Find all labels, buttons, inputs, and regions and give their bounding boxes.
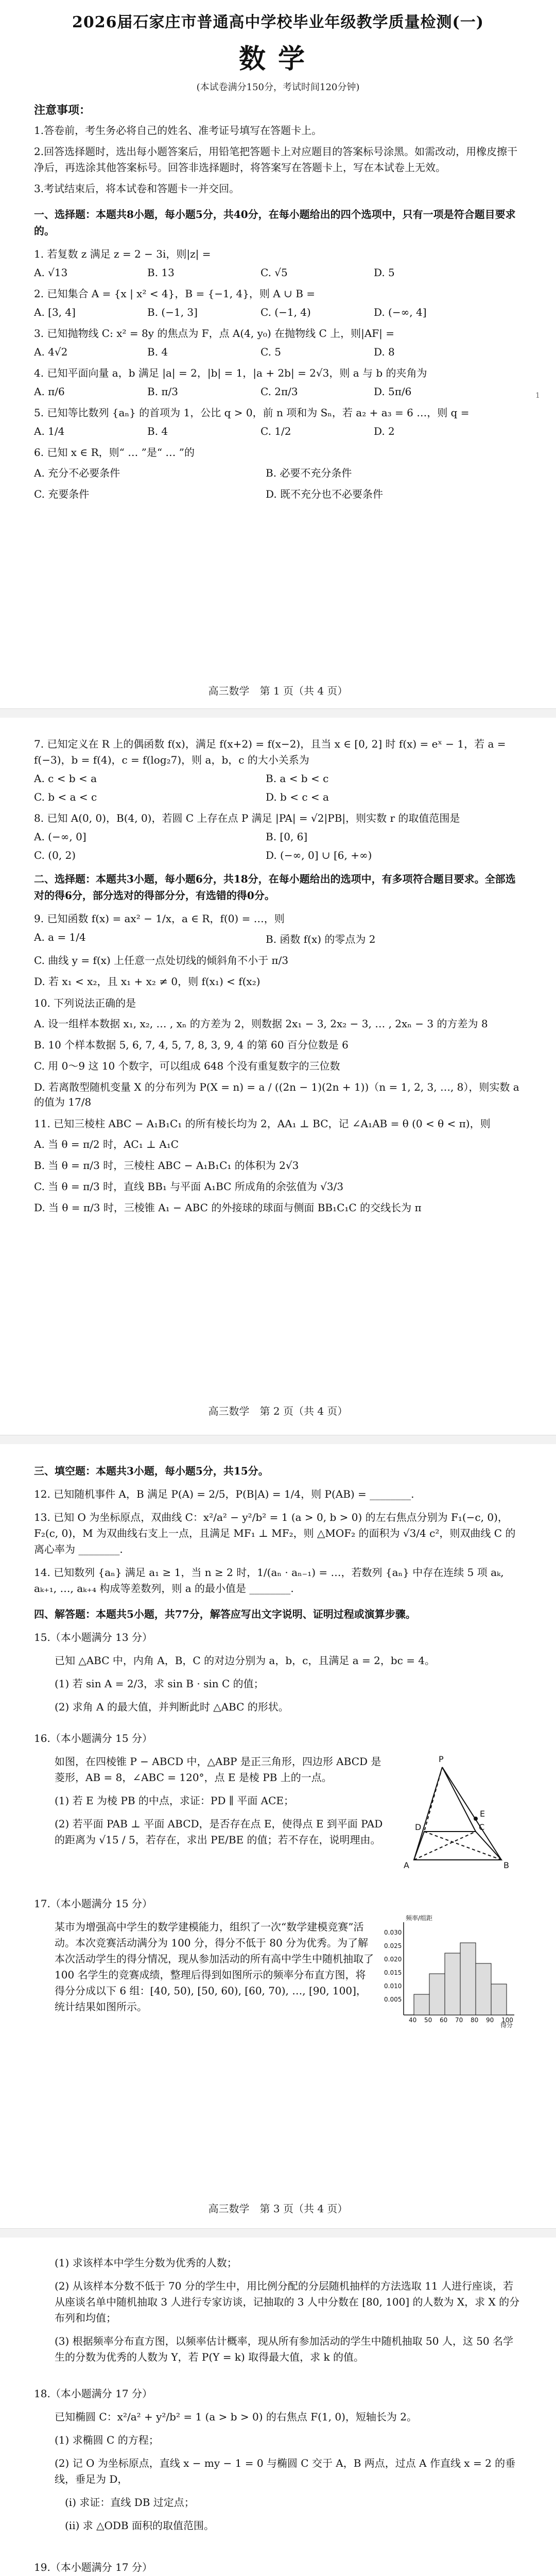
question-1-options: [34, 266, 522, 279]
question-7-option-d: D. b < c < a: [266, 791, 329, 803]
page-4: [0, 2238, 556, 2576]
notice-item-3: 3.考试结束后，将本试卷和答题卡一并交回。: [34, 182, 240, 195]
question-10-option-d: D. 若离散型随机变量 X 的分布列为 P(X = n) = a / ((2n − 1)(2n + 1))（n = 1, 2, 3, …, 8），则实数 a 的值为 17/8: [34, 1081, 519, 1108]
question-10-option-c: C. 用 0～9 这 10 个数字，可以组成 648 个没有重复数字的三位数: [34, 1060, 340, 1072]
side-mark-1: 1: [535, 392, 540, 400]
page-3: [0, 1444, 556, 2229]
page-3-footer: 高三数学 第 3 页（共 4 页）: [208, 2202, 348, 2215]
question-8-option-b: B. [0, 6]: [266, 831, 308, 843]
question-3: 3. 已知抛物线 C: x² = 8y 的焦点为 F，点 A(4, y₀) 在抛物线 C 上，则|AF| =: [34, 327, 395, 340]
question-16-text: [34, 1747, 384, 1848]
question-9: 9. 已知函数 f(x) = ax² − 1/x，a ∈ R，f(0) = …，则: [34, 912, 285, 925]
notice-title: 注意事项：: [34, 104, 91, 117]
question-2: 2. 已知集合 A = {x | x² < 4}，B = {−1, 4}，则 A ∪ B =: [34, 287, 316, 300]
question-17-part-3: (3) 根据频率分布直方图，以频率估计概率，现从所有参加活动的学生中随机抽取 50 人，这 50 名学生的分数为优秀的人数为 Y，若 P(Y = k) 取得最大值，求 k 的值。: [55, 2335, 514, 2363]
question-13: 13. 已知 O 为坐标原点，双曲线 C：x²/a² − y²/b² = 1 (a > 0, b > 0) 的左右焦点分别为 F₁(−c, 0)，F₂(c, 0)，M 为双曲线右支上一点，且满足 MF₁ ⊥ MF₂，则 △MOF₂ 的面积为 √3/4 c²，则双曲线 C 的离心率为 ________.: [34, 1511, 516, 1555]
document-title: 2026届石家庄市普通高中学校毕业年级教学质量检测(一): [72, 13, 484, 31]
question-5-option-b: B. 4: [147, 425, 168, 437]
histogram-bar-50-60: [429, 1974, 445, 2015]
pyramid-label-e: E: [480, 1809, 485, 1819]
histogram-y-tick-0.015: 0.015: [384, 1969, 402, 1976]
pyramid-figure: [393, 1747, 522, 1880]
question-5-option-c: C. 1/2: [260, 425, 291, 437]
question-10-option-b: B. 10 个样本数据 5, 6, 7, 4, 5, 7, 8, 3, 9, 4 的第 60 百分位数是 6: [34, 1039, 349, 1051]
question-8-option-c: C. (0, 2): [34, 849, 76, 861]
question-12: 12. 已知随机事件 A，B 满足 P(A) = 2/5，P(B|A) = 1/4，则 P(AB) = ________.: [34, 1488, 414, 1500]
question-8: 8. 已知 A(0, 0)，B(4, 0)，若圆 C 上存在点 P 满足 |PA| = √2|PB|，则实数 r 的取值范围是: [34, 812, 460, 824]
histogram-y-tick-0.030: 0.030: [384, 1929, 402, 1936]
histogram-bar-80-90: [476, 1963, 491, 2015]
question-9-option-c: C. 曲线 y = f(x) 上任意一点处切线的倾斜角不小于 π/3: [34, 954, 289, 967]
question-7: 7. 已知定义在 R 上的偶函数 f(x)，满足 f(x+2) = f(x−2)，且当 x ∈ [0, 2] 时 f(x) = eˣ − 1，若 a = f(−3)，b = f(4)，c = f(log₂7)，则 a，b，c 的大小关系为: [34, 738, 506, 766]
question-7-option-b: B. a < b < c: [266, 772, 329, 785]
pyramid-label-c: C: [479, 1822, 485, 1832]
question-17-part-1: (1) 求该样本中学生分数为优秀的人数；: [55, 2257, 237, 2269]
question-18-header: 18.（本小题满分 17 分）: [34, 2387, 152, 2400]
question-7-option-a: A. c < b < a: [34, 772, 97, 785]
histogram-figure: [383, 1912, 522, 2036]
page-3-content: [34, 1453, 522, 2036]
exam-meta: (本试卷满分150分，考试时间120分钟): [196, 82, 360, 93]
question-11-option-c: C. 当 θ = π/3 时，直线 BB₁ 与平面 A₁BC 所成角的余弦值为 √3/3: [34, 1180, 344, 1193]
question-18-body: 已知椭圆 C：x²/a² + y²/b² = 1 (a > b > 0) 的右焦点 F(1, 0)，短轴长为 2。: [55, 2411, 417, 2423]
page-4-content: [34, 2248, 522, 2576]
question-4-option-b: B. π/3: [147, 385, 179, 398]
histogram-y-tick-0.010: 0.010: [384, 1982, 402, 1990]
question-1: 1. 若复数 z 满足 z = 2 − 3i，则|z| =: [34, 248, 211, 260]
question-16-header: 16.（本小题满分 15 分）: [34, 1732, 152, 1744]
question-10: 10. 下列说法正确的是: [34, 997, 136, 1009]
question-11-option-a: A. 当 θ = π/2 时，AC₁ ⊥ A₁C: [34, 1138, 179, 1150]
question-17-body: 某市为增强高中学生的数学建模能力，组织了一次“数学建模竞赛”活动。本次竞赛活动满分为 100 分，得分不低于 80 分为优秀。为了解本次活动学生的得分情况，现从参加活动的所有高中学生中随机抽取了 100 名学生的竞赛成绩，整理后得到如图所示的频率分布直方图，将得分分成以下 6 组：[40, 50), [50, 60), [60, 70), …, [90, 100]，统计结果如图所示。: [55, 1921, 374, 2013]
pyramid-label-a: A: [404, 1860, 409, 1870]
histogram-x-label: 得分: [500, 2022, 513, 2029]
page-1-footer: 高三数学 第 1 页（共 4 页）: [208, 685, 348, 697]
question-11: 11. 已知三棱柱 ABC − A₁B₁C₁ 的所有棱长均为 2，AA₁ ⊥ BC，记 ∠A₁AB = θ (0 < θ < π)，则: [34, 1117, 491, 1130]
histogram-x-tick-70: 70: [455, 2016, 463, 2024]
question-5: 5. 已知等比数列 {aₙ} 的首项为 1，公比 q > 0，前 n 项和为 Sₙ，若 a₂ + a₃ = 6 …，则 q =: [34, 406, 470, 419]
pyramid-diagonal-db: [424, 1832, 501, 1860]
pyramid-edge-pa: [414, 1767, 442, 1860]
question-14: 14. 已知数列 {aₙ} 满足 a₁ ≥ 1，当 n ≥ 2 时，1/(aₙ · aₙ₋₁) = …，若数列 {aₙ} 中存在连续 5 项 aₖ, aₖ₊₁, …, aₖ₊₄ 构成等差数列，则 a 的最小值是 ________.: [34, 1566, 504, 1595]
histogram-x-tick-100: 100: [501, 2016, 513, 2024]
question-2-option-c: C. (−1, 4): [260, 306, 311, 318]
histogram-svg: [383, 1912, 522, 2036]
question-15-part-1: (1) 若 sin A = 2/3，求 sin B · sin C 的值；: [55, 1677, 264, 1690]
pyramid-label-b: B: [503, 1860, 509, 1870]
question-2-option-b: B. (−1, 3]: [147, 306, 198, 318]
question-1-option-a: A. √13: [34, 266, 68, 279]
histogram-x-tick-90: 90: [486, 2016, 494, 2024]
question-16-row: [34, 1747, 522, 1880]
question-5-options: [34, 425, 522, 437]
page-1-content: [34, 0, 522, 501]
histogram-bar-70-80: [460, 1943, 476, 2015]
page-divider-2: [0, 1435, 556, 1445]
notice-item-2: 2.回答选择题时，选出每小题答案后，用铅笔把答题卡上对应题目的答案标号涂黑。如需改动，用橡皮擦干净后，再选涂其他答案标号。回答非选择题时，将答案写在答题卡上，写在本试卷上无效。: [34, 145, 518, 174]
question-1-option-b: B. 13: [147, 266, 175, 279]
question-6-option-b: B. 必要不充分条件: [266, 467, 352, 479]
question-11-options: [34, 1136, 522, 1214]
question-1-option-d: D. 5: [374, 266, 395, 279]
question-18-part-2: (2) 记 O 为坐标原点，直线 x − my − 1 = 0 与椭圆 C 交于 A，B 两点，过点 A 作直线 x = 2 的垂线，垂足为 D，: [55, 2457, 516, 2485]
question-2-option-a: A. [3, 4]: [34, 306, 76, 318]
question-7-option-c: C. b < a < c: [34, 791, 97, 803]
question-4: 4. 已知平面向量 a，b 满足 |a| = 2，|b| = 1，|a + 2b| = 2√3，则 a 与 b 的夹角为: [34, 367, 427, 379]
question-10-option-a: A. 设一组样本数据 x₁, x₂, … , xₙ 的方差为 2，则数据 2x₁ − 3, 2x₂ − 3, … , 2xₙ − 3 的方差为 8: [34, 1018, 488, 1030]
histogram-bar-60-70: [445, 1953, 460, 2015]
question-3-option-a: A. 4√2: [34, 346, 68, 358]
question-6-options: [34, 465, 522, 501]
question-17-header: 17.（本小题满分 15 分）: [34, 1897, 152, 1910]
page-2-footer: 高三数学 第 2 页（共 4 页）: [208, 1405, 348, 1417]
question-6: 6. 已知 x ∈ R，则“ … ”是“ … ”的: [34, 446, 195, 459]
question-9-option-d: D. 若 x₁ < x₂，且 x₁ + x₂ ≠ 0，则 f(x₁) < f(x₂): [34, 975, 260, 988]
question-8-option-d: D. (−∞, 0] ∪ [6, +∞): [266, 849, 372, 861]
pyramid-base: [414, 1832, 501, 1860]
question-19-header: 19.（本小题满分 17 分）: [34, 2561, 152, 2573]
notice-item-1: 1.答卷前，考生务必将自己的姓名、准考证号填写在答题卡上。: [34, 124, 322, 137]
question-8-options: [34, 831, 522, 861]
question-16-part-2: (2) 若平面 PAB ⊥ 平面 ABCD，是否存在点 E，使得点 E 到平面 PAD 的距离为 √15 / 5，若存在，求出 PE/BE 的值；若不存在，说明理由。: [55, 1818, 383, 1846]
question-6-option-a: A. 充分不必要条件: [34, 467, 120, 479]
pyramid-edge-pb: [442, 1767, 501, 1860]
question-3-option-b: B. 4: [147, 346, 168, 358]
question-2-option-d: D. (−∞, 4]: [374, 306, 427, 318]
histogram-x-tick-80: 80: [471, 2016, 479, 2024]
histogram-y-tick-0.025: 0.025: [384, 1942, 402, 1950]
question-7-options: [34, 772, 522, 803]
histogram-bar-40-50: [414, 1994, 429, 2015]
question-18-part-1: (1) 求椭圆 C 的方程；: [55, 2434, 159, 2446]
section-3-title: 三、填空题：本题共3小题，每小题5分，共15分。: [34, 1465, 269, 1477]
question-9-option-b: B. 函数 f(x) 的零点为 2: [266, 933, 376, 945]
question-11-option-b: B. 当 θ = π/3 时，三棱柱 ABC − A₁B₁C₁ 的体积为 2√3: [34, 1159, 299, 1172]
histogram-y-tick-0.020: 0.020: [384, 1956, 402, 1963]
question-4-options: [34, 385, 522, 398]
question-9-option-a: A. a = 1/4: [34, 931, 86, 943]
question-17-part-2: (2) 从该样本分数不低于 70 分的学生中，用比例分配的分层随机抽样的方法选取 11 人进行座谈，若从座谈名单中随机抽取 3 人进行专家访谈，记抽取的 3 人中分数在 [80, 100] 的人数为 X，求 X 的分布列和均值；: [55, 2280, 520, 2324]
pyramid-label-p: P: [439, 1754, 444, 1764]
histogram-x-tick-50: 50: [424, 2016, 432, 2024]
question-18-part-2-i: (i) 求证：直线 DB 过定点；: [65, 2496, 195, 2509]
question-4-option-d: D. 5π/6: [374, 385, 412, 398]
pyramid-edge-pc: [442, 1767, 476, 1832]
section-1-title: 一、选择题：本题共8小题，每小题5分，共40分，在每小题给出的四个选项中，只有一项是符合题目要求的。: [34, 208, 516, 237]
question-17-row: [34, 1912, 522, 2036]
question-10-options: [34, 1015, 522, 1109]
page-1: [0, 0, 556, 709]
question-16-body: 如图，在四棱锥 P − ABCD 中，△ABP 是正三角形，四边形 ABCD 是菱形，AB = 8，∠ABC = 120°，点 E 是棱 PB 上的一点。: [55, 1755, 381, 1784]
histogram-bars: [414, 1943, 507, 2015]
question-3-options: [34, 346, 522, 358]
page-divider-3: [0, 2228, 556, 2239]
histogram-x-tick-60: 60: [440, 2016, 448, 2024]
question-9-options: [34, 931, 522, 988]
question-4-option-a: A. π/6: [34, 385, 65, 398]
question-5-option-d: D. 2: [374, 425, 395, 437]
question-18-part-2-ii: (ii) 求 △ODB 面积的取值范围。: [65, 2519, 214, 2532]
question-3-option-c: C. 5: [260, 346, 282, 358]
question-15-body: 已知 △ABC 中，内角 A，B，C 的对边分别为 a，b，c，且满足 a = 2，bc = 4。: [55, 1654, 436, 1667]
histogram-bar-90-100: [491, 1984, 507, 2015]
question-16-part-1: (1) 若 E 为棱 PB 的中点，求证：PD ∥ 平面 ACE；: [55, 1794, 294, 1807]
question-17-text: [34, 1912, 374, 2015]
question-5-option-a: A. 1/4: [34, 425, 65, 437]
question-1-option-c: C. √5: [260, 266, 288, 279]
question-6-option-d: D. 既不充分也不必要条件: [266, 488, 384, 500]
question-3-option-d: D. 8: [374, 346, 395, 358]
question-11-option-d: D. 当 θ = π/3 时，三棱锥 A₁ − ABC 的外接球的球面与侧面 BB₁C₁C 的交线长为 π: [34, 1201, 422, 1214]
question-15-header: 15.（本小题满分 13 分）: [34, 1631, 152, 1643]
subject-title: 数学: [238, 43, 317, 75]
page-2-content: [34, 729, 522, 1214]
question-6-option-c: C. 充要条件: [34, 488, 90, 500]
page-2: [0, 718, 556, 1435]
pyramid-svg: [393, 1747, 522, 1880]
histogram-y-label: 频率/组距: [406, 1914, 433, 1922]
question-15-part-2: (2) 求角 A 的最大值，并判断此时 △ABC 的形状。: [55, 1701, 289, 1713]
pyramid-label-d: D: [415, 1822, 422, 1832]
question-4-option-c: C. 2π/3: [260, 385, 298, 398]
question-8-option-a: A. (−∞, 0]: [34, 831, 86, 843]
question-2-options: [34, 306, 522, 318]
section-4-title: 四、解答题：本题共5小题，共77分，解答应写出文字说明、证明过程或演算步骤。: [34, 1608, 416, 1620]
notice-section: [34, 101, 522, 197]
histogram-y-tick-0.005: 0.005: [384, 1996, 402, 2003]
section-2-title: 二、选择题：本题共3小题，每小题6分，共18分，在每小题给出的选项中，有多项符合题目要求。全部选对的得6分，部分选对的得部分分，有选错的得0分。: [34, 873, 516, 902]
pyramid-point-e: [474, 1817, 477, 1820]
histogram-x-tick-40: 40: [409, 2016, 417, 2024]
page-divider-1: [0, 708, 556, 719]
